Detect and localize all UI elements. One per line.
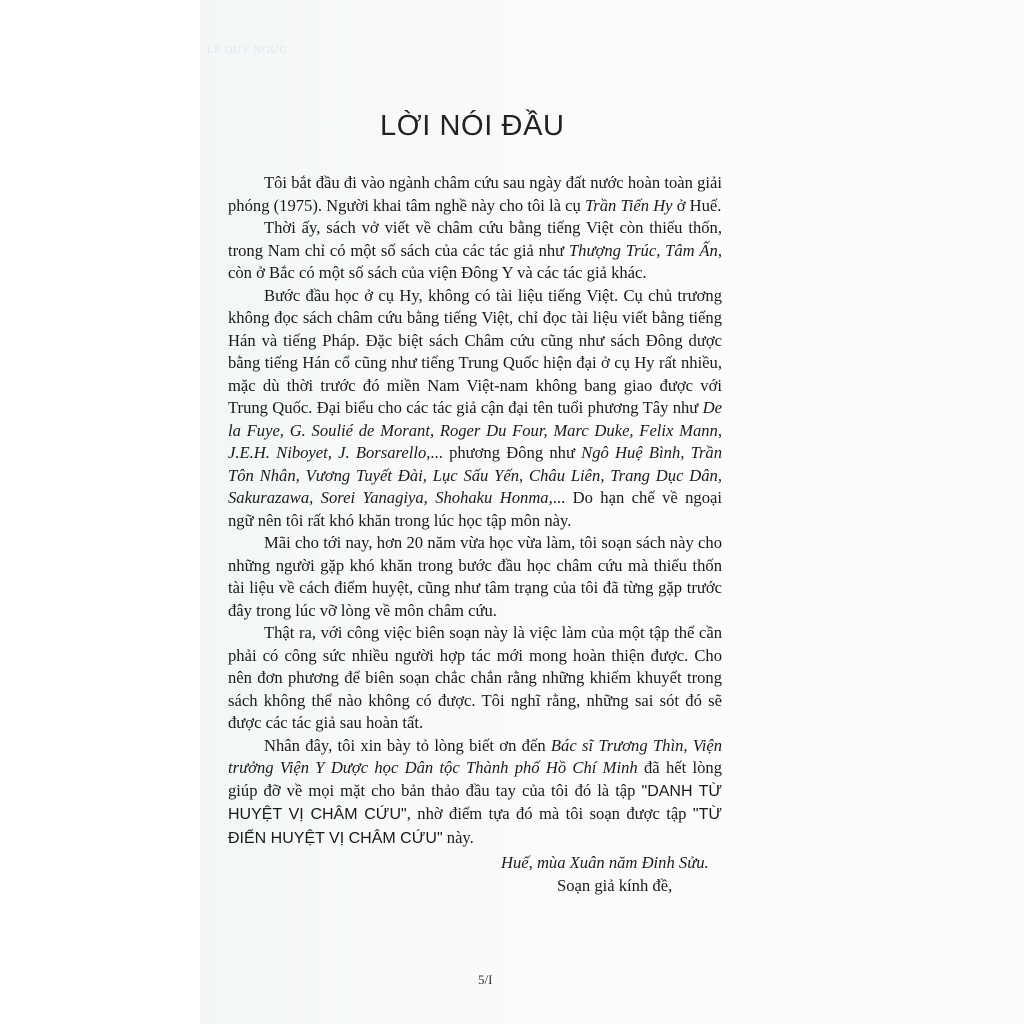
- paragraph-2: Thời ấy, sách vở viết về châm cứu bằng tiếng Việt còn thiếu thốn, trong Nam chỉ có một số sách của các tác giả như Thượng Trúc, Tâm Ấn, còn ở Bắc có một số sách của viện Đông Y và các tác giả khác.: [228, 218, 722, 282]
- page-title: LỜI NÓI ĐẦU: [380, 110, 565, 142]
- paragraph-6: Nhân đây, tôi xin bày tỏ lòng biết ơn đến Bác sĩ Trương Thìn, Viện trưởng Viện Y Dược học Dân tộc Thành phố Hồ Chí Minh đã hết lòng giúp đỡ về mọi mặt cho bản thảo đầu tay của tôi đó là tập "DANH TỪ HUYỆT VỊ CHÂM CỨU", nhờ điểm tựa đó mà tôi soạn được tập "TỪ ĐIỂN HUYỆT VỊ CHÂM CỨU" này.: [228, 735, 723, 847]
- faint-running-header: LÊ QUÝ NGƯU: [207, 44, 288, 56]
- paragraph-5: Thật ra, với công việc biên soạn này là việc làm của một tập thể cần phải có công sức nhiều người hợp tác mới mong hoàn thiện được. Cho nên đơn phương để biên soạn chắc chắn rằng những khiếm khuyết trong sách không thể nào không có được. Tôi nghĩ rằng, những sai sót đó sẽ được các tác giả sau hoàn tất.: [228, 623, 722, 732]
- signature-author: Soạn giả kính đề,: [557, 876, 673, 895]
- paragraph-1: Tôi bắt đầu đi vào ngành châm cứu sau ngày đất nước hoàn toàn giải phóng (1975). Người khai tâm nghề này cho tôi là cụ Trần Tiến Hy ở Huế.: [228, 173, 722, 215]
- signature-place-date: Huế, mùa Xuân năm Đinh Sửu.: [501, 853, 709, 872]
- foreword-body: [228, 172, 722, 850]
- page-number: 5/I: [478, 972, 493, 987]
- paragraph-3: Bước đầu học ở cụ Hy, không có tài liệu tiếng Việt. Cụ chủ trương không đọc sách châm cứu bằng tiếng Việt, chỉ đọc tài liệu viết bằng tiếng Hán và tiếng Pháp. Đặc biệt sách Châm cứu cũng như sách Đông dược bằng tiếng Hán cổ cũng như tiếng Trung Quốc hiện đại ở cụ Hy rất nhiều, mặc dù thời trước đó miền Nam Việt-nam không bang giao được với Trung Quốc. Đại biểu cho các tác giả cận đại tên tuổi phương Tây như De la Fuye, G. Soulié de Morant, Roger Du Four, Marc Duke, Felix Mann, J.E.H. Niboyet, J. Borsarello,... phương Đông như Ngô Huệ Bình, Trần Tôn Nhân, Vương Tuyết Đài, Lục Sấu Yến, Châu Liên, Trang Dục Dân, Sakurazawa, Sorei Yanagiya, Shohaku Honma,... Do hạn chế về ngoại ngữ nên tôi rất khó khăn trong lúc học tập môn này.: [228, 285, 723, 530]
- paragraph-4: Mãi cho tới nay, hơn 20 năm vừa học vừa làm, tôi soạn sách này cho những người gặp khó khăn trong bước đầu học châm cứu mà thiếu thốn tài liệu về cách điểm huyệt, cũng như tâm trạng của tôi đã từng gặp trước đây trong lúc vỡ lòng về môn châm cứu.: [228, 533, 722, 620]
